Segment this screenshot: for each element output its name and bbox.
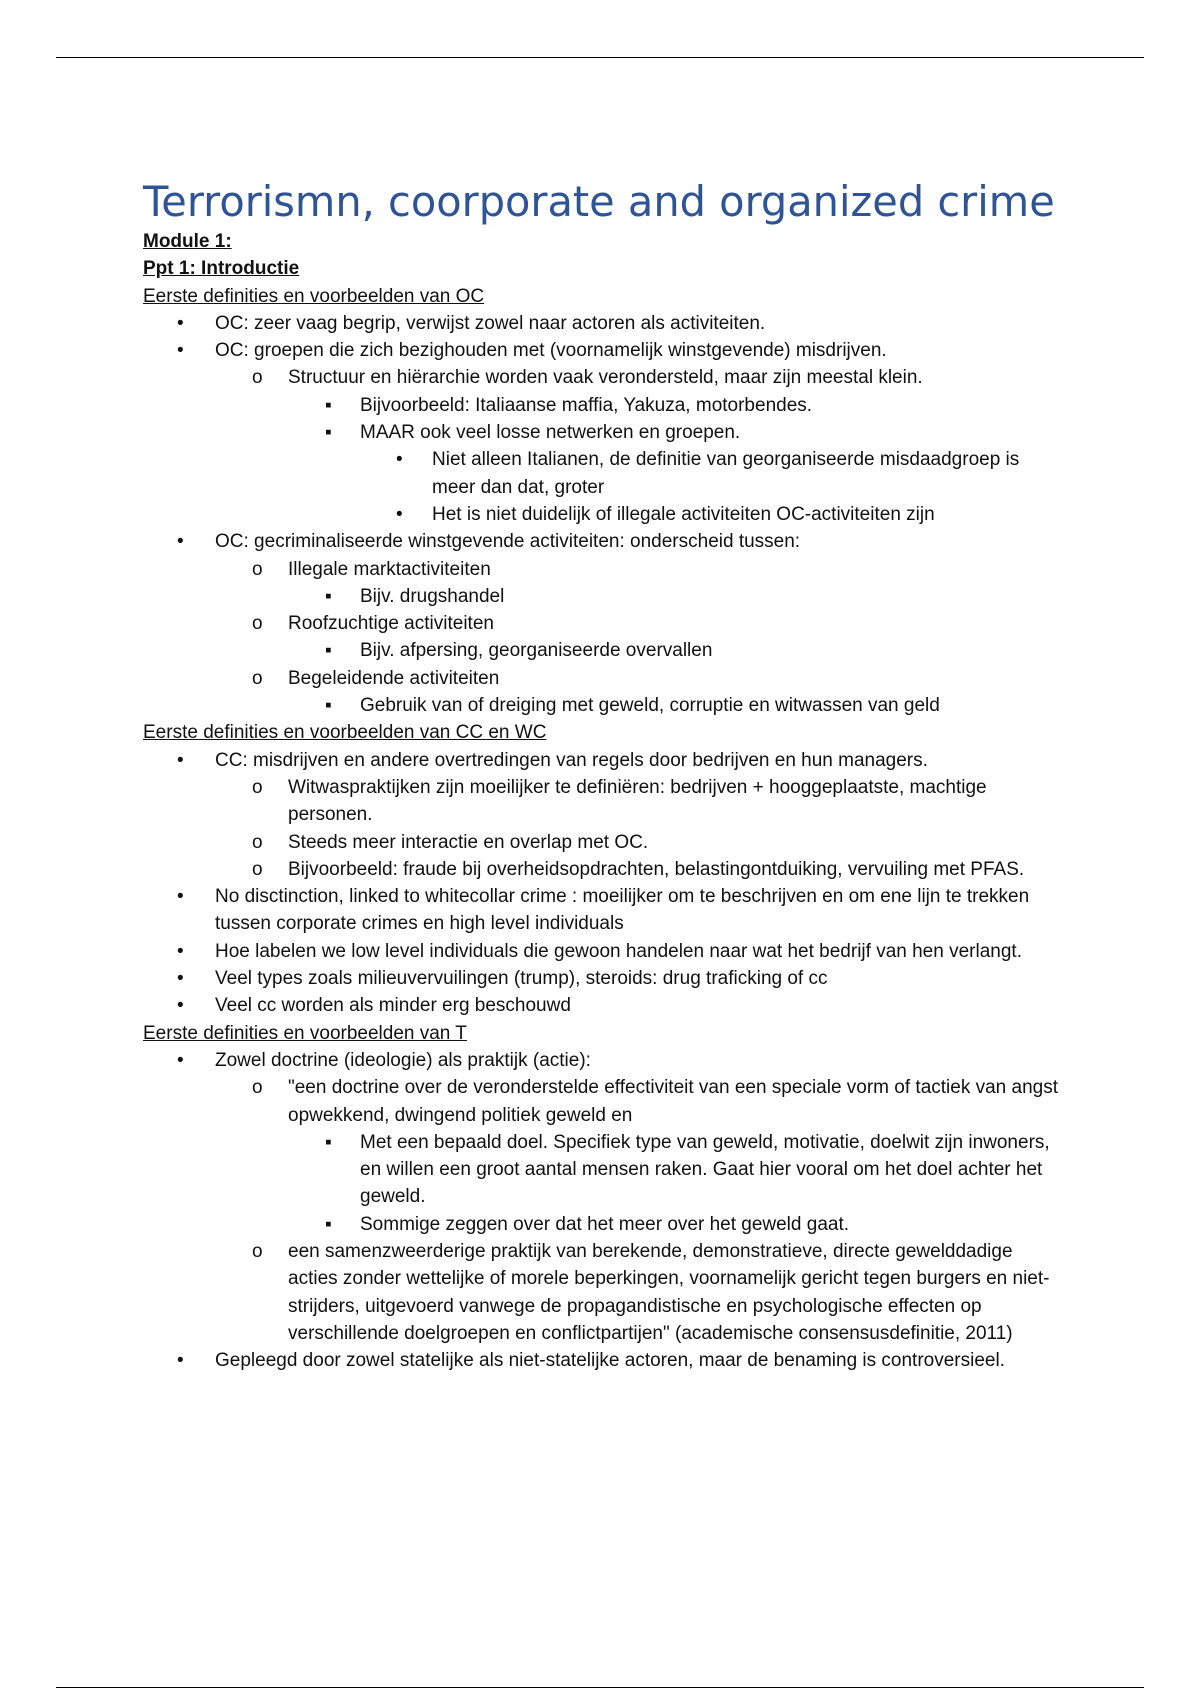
module-heading: Module 1: (143, 231, 232, 252)
list-item (143, 965, 1063, 992)
bullet-marker: o (252, 613, 263, 635)
bullet-marker: • (177, 886, 184, 908)
page-header-rule (56, 57, 1144, 58)
bullet-marker: • (177, 940, 184, 962)
list-item-text: Begeleidende activiteiten (288, 667, 500, 689)
bullet-marker: ▪ (325, 640, 332, 662)
list-item (143, 856, 1063, 883)
list-item-text: Illegale marktactiviteiten (288, 558, 491, 580)
bullet-marker: • (177, 1350, 184, 1372)
list-item-text: "een doctrine over de veronderstelde effectiviteit van een speciale vorm of tactiek van angst opwekkend, dwingend politiek geweld en (288, 1077, 1059, 1126)
bullet-marker: ▪ (325, 422, 332, 444)
list-item-text: Roofzuchtige activiteiten (288, 613, 494, 635)
list-item-text: OC: groepen die zich bezighouden met (voornamelijk winstgevende) misdrijven. (215, 340, 887, 362)
bullet-marker: ▪ (325, 1131, 332, 1153)
list-item (143, 610, 1063, 637)
list-item (143, 310, 1063, 337)
list-item (143, 1211, 1063, 1238)
list-item (143, 364, 1063, 391)
list-item (143, 829, 1063, 856)
list-item-text: Sommige zeggen over dat het meer over het geweld gaat. (360, 1213, 850, 1235)
list-item-text: Hoe labelen we low level individuals die gewoon handelen naar wat het bedrijf van hen verlangt. (215, 940, 1022, 962)
document-body (143, 176, 1063, 1374)
list-item-text: MAAR ook veel losse netwerken en groepen. (360, 422, 741, 444)
list-item (143, 1074, 1063, 1129)
bullet-marker: • (396, 449, 403, 471)
list-item (143, 938, 1063, 965)
list-item (143, 1347, 1063, 1374)
list-item (143, 446, 1063, 501)
list-item-text: No disctinction, linked to whitecollar crime : moeilijker om te beschrijven en om ene lijn te trekken tussen corporate crimes en high level individuals (215, 886, 1030, 935)
bullet-marker: o (252, 367, 263, 389)
list-item (143, 392, 1063, 419)
list-item (143, 1047, 1063, 1074)
section-heading: Eerste definities en voorbeelden van CC en WC (143, 722, 547, 744)
list-item-text: Gepleegd door zowel statelijke als niet-statelijke actoren, maar de benaming is controversieel. (215, 1350, 1005, 1372)
list-item (143, 501, 1063, 528)
list-item-text: Bijvoorbeeld: Italiaanse maffia, Yakuza, motorbendes. (360, 394, 813, 416)
bullet-marker: • (177, 340, 184, 362)
bullet-marker: ▪ (325, 695, 332, 717)
list-item-text: Bijvoorbeeld: fraude bij overheidsopdrachten, belastingontduiking, vervuiling met PFAS. (288, 858, 1025, 880)
list-item-text: Witwaspraktijken zijn moeilijker te definiëren: bedrijven + hooggeplaatste, machtige personen. (288, 776, 987, 826)
bullet-marker: • (177, 531, 184, 553)
list-item-text: Het is niet duidelijk of illegale activiteiten OC-activiteiten zijn (432, 503, 935, 525)
list-item (143, 1129, 1063, 1211)
list-item (143, 556, 1063, 583)
section-heading: Eerste definities en voorbeelden van T (143, 1022, 467, 1044)
sections-container (143, 283, 1063, 1375)
list-item-text: Veel cc worden als minder erg beschouwd (215, 995, 571, 1017)
list-item-text: Steeds meer interactie en overlap met OC. (288, 831, 649, 853)
bullet-marker: o (252, 1077, 263, 1099)
list-item-text: Bijv. afpersing, georganiseerde overvallen (360, 640, 713, 662)
list-item (143, 583, 1063, 610)
list-item (143, 1238, 1063, 1347)
list-item-text: Bijv. drugshandel (360, 585, 505, 607)
bullet-marker: • (396, 503, 403, 525)
bullet-marker: o (252, 831, 263, 853)
bullet-marker: • (177, 968, 184, 990)
list-item (143, 337, 1063, 364)
list-item (143, 665, 1063, 692)
list-item (143, 992, 1063, 1019)
document-title: Terrorismn, coorporate and organized crime (143, 177, 1055, 226)
bullet-marker: • (177, 1049, 184, 1071)
bullet-marker: o (252, 776, 263, 798)
bullet-list (143, 1047, 1063, 1375)
list-item (143, 692, 1063, 719)
list-item-text: een samenzweerderige praktijk van berekende, demonstratieve, directe gewelddadige acties zonder wettelijke of morele beperkingen, voornamelijk gericht tegen burgers en niet-strijders, uitgevoerd vanwege de propagandistische en psychologische effecten op verschillende doelgroepen en conflictpartijen" (academische consensusdefinitie, 2011) (288, 1240, 1050, 1344)
list-item-text: Met een bepaald doel. Specifiek type van geweld, motivatie, doelwit zijn inwoners, en willen een groot aantal mensen raken. Gaat hier vooral om het doel achter het geweld. (360, 1131, 1050, 1208)
list-item (143, 637, 1063, 664)
section-heading: Eerste definities en voorbeelden van OC (143, 285, 485, 307)
list-item-text: Structuur en hiërarchie worden vaak verondersteld, maar zijn meestal klein. (288, 367, 923, 389)
bullet-marker: • (177, 312, 184, 334)
list-item-text: CC: misdrijven en andere overtredingen van regels door bedrijven en hun managers. (215, 749, 928, 771)
list-item (143, 528, 1063, 555)
list-item-text: Veel types zoals milieuvervuilingen (trump), steroids: drug traficking of cc (215, 968, 828, 990)
bullet-marker: ▪ (325, 1213, 332, 1235)
list-item (143, 419, 1063, 446)
bullet-list (143, 747, 1063, 1020)
list-item (143, 883, 1063, 938)
bullet-list (143, 310, 1063, 719)
ppt-heading: Ppt 1: Introductie (143, 258, 300, 280)
bullet-marker: o (252, 667, 263, 689)
list-item-text: OC: gecriminaliseerde winstgevende activiteiten: onderscheid tussen: (215, 531, 801, 553)
bullet-marker: o (252, 558, 263, 580)
bullet-marker: • (177, 995, 184, 1017)
bullet-marker: ▪ (325, 585, 332, 607)
list-item-text: Gebruik van of dreiging met geweld, corruptie en witwassen van geld (360, 695, 940, 717)
list-item (143, 747, 1063, 774)
list-item (143, 774, 1063, 829)
page-footer-rule (56, 1687, 1144, 1688)
list-item-text: Niet alleen Italianen, de definitie van georganiseerde misdaadgroep is meer dan dat, groter (432, 449, 1020, 498)
bullet-marker: o (252, 858, 263, 880)
bullet-marker: ▪ (325, 394, 332, 416)
bullet-marker: o (252, 1240, 263, 1262)
list-item-text: Zowel doctrine (ideologie) als praktijk (actie): (215, 1049, 591, 1071)
list-item-text: OC: zeer vaag begrip, verwijst zowel naar actoren als activiteiten. (215, 312, 766, 334)
bullet-marker: • (177, 749, 184, 771)
